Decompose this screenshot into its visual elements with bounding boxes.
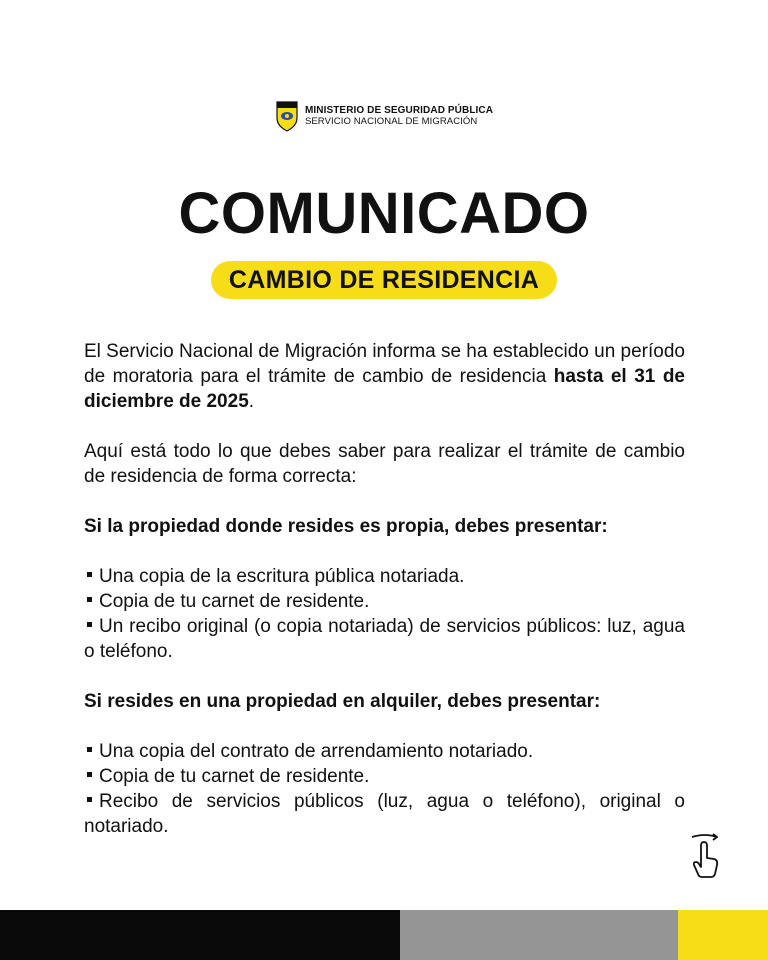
bullet-icon: [87, 572, 92, 577]
footer-gray-block: [400, 910, 678, 960]
bullet-icon: [87, 622, 92, 627]
footer-color-bar: [0, 910, 768, 960]
subtitle-pill: [0, 261, 768, 299]
list-item-text: Una copia del contrato de arrendamiento notariado.: [99, 741, 534, 762]
section-heading-rent: [84, 689, 685, 714]
list-item-text: Copia de tu carnet de residente.: [99, 591, 370, 612]
list-item-text: Copia de tu carnet de residente.: [99, 766, 370, 787]
organization-name: [305, 105, 493, 127]
subtitle-label: CAMBIO DE RESIDENCIA: [211, 261, 557, 299]
bullet-icon: [87, 747, 92, 752]
heading-own-text: Si la propiedad donde resides es propia, debes presentar:: [84, 516, 608, 537]
intro-paragraph: [84, 339, 685, 414]
list-item: [84, 614, 685, 664]
deadline-text: hasta el 31 de diciembre de 2025: [84, 366, 685, 412]
list-item-text: Un recibo original (o copia notariada) de servicios públicos: luz, agua o teléfono.: [84, 616, 685, 662]
bullet-icon: [87, 597, 92, 602]
list-item: [84, 739, 685, 764]
list-item-text: Recibo de servicios públicos (luz, agua o teléfono), original o notariado.: [84, 791, 685, 837]
info-paragraph: Aquí está todo lo que debes saber para realizar el trámite de cambio de residencia de forma correcta:: [84, 441, 685, 487]
footer-black-block: [0, 910, 400, 960]
list-item: [84, 589, 685, 614]
ministry-name: MINISTERIO DE SEGURIDAD PÚBLICA: [304, 105, 494, 116]
footer-yellow-block: [678, 910, 768, 960]
list-item: [84, 564, 685, 589]
list-item: [84, 764, 685, 789]
announcement-body: [84, 339, 685, 839]
list-item-text: Una copia de la escritura pública notariada.: [99, 566, 465, 587]
heading-rent-text: Si resides en una propiedad en alquiler, debes presentar:: [84, 691, 601, 712]
bullet-icon: [87, 797, 92, 802]
page-title: COMUNICADO: [178, 181, 590, 246]
intro-text: El Servicio Nacional de Migración informa se ha establecido un período de moratoria para el trámite de cambio de residencia: [84, 341, 685, 387]
tap-swipe-icon[interactable]: [689, 832, 721, 878]
section-heading-own: [84, 514, 685, 539]
panama-shield-icon: [275, 100, 299, 132]
bullet-icon: [87, 772, 92, 777]
header: [0, 100, 768, 132]
intro-end: .: [248, 391, 255, 412]
list-item: [84, 789, 685, 839]
service-name: SERVICIO NACIONAL DE MIGRACIÓN: [304, 116, 478, 127]
